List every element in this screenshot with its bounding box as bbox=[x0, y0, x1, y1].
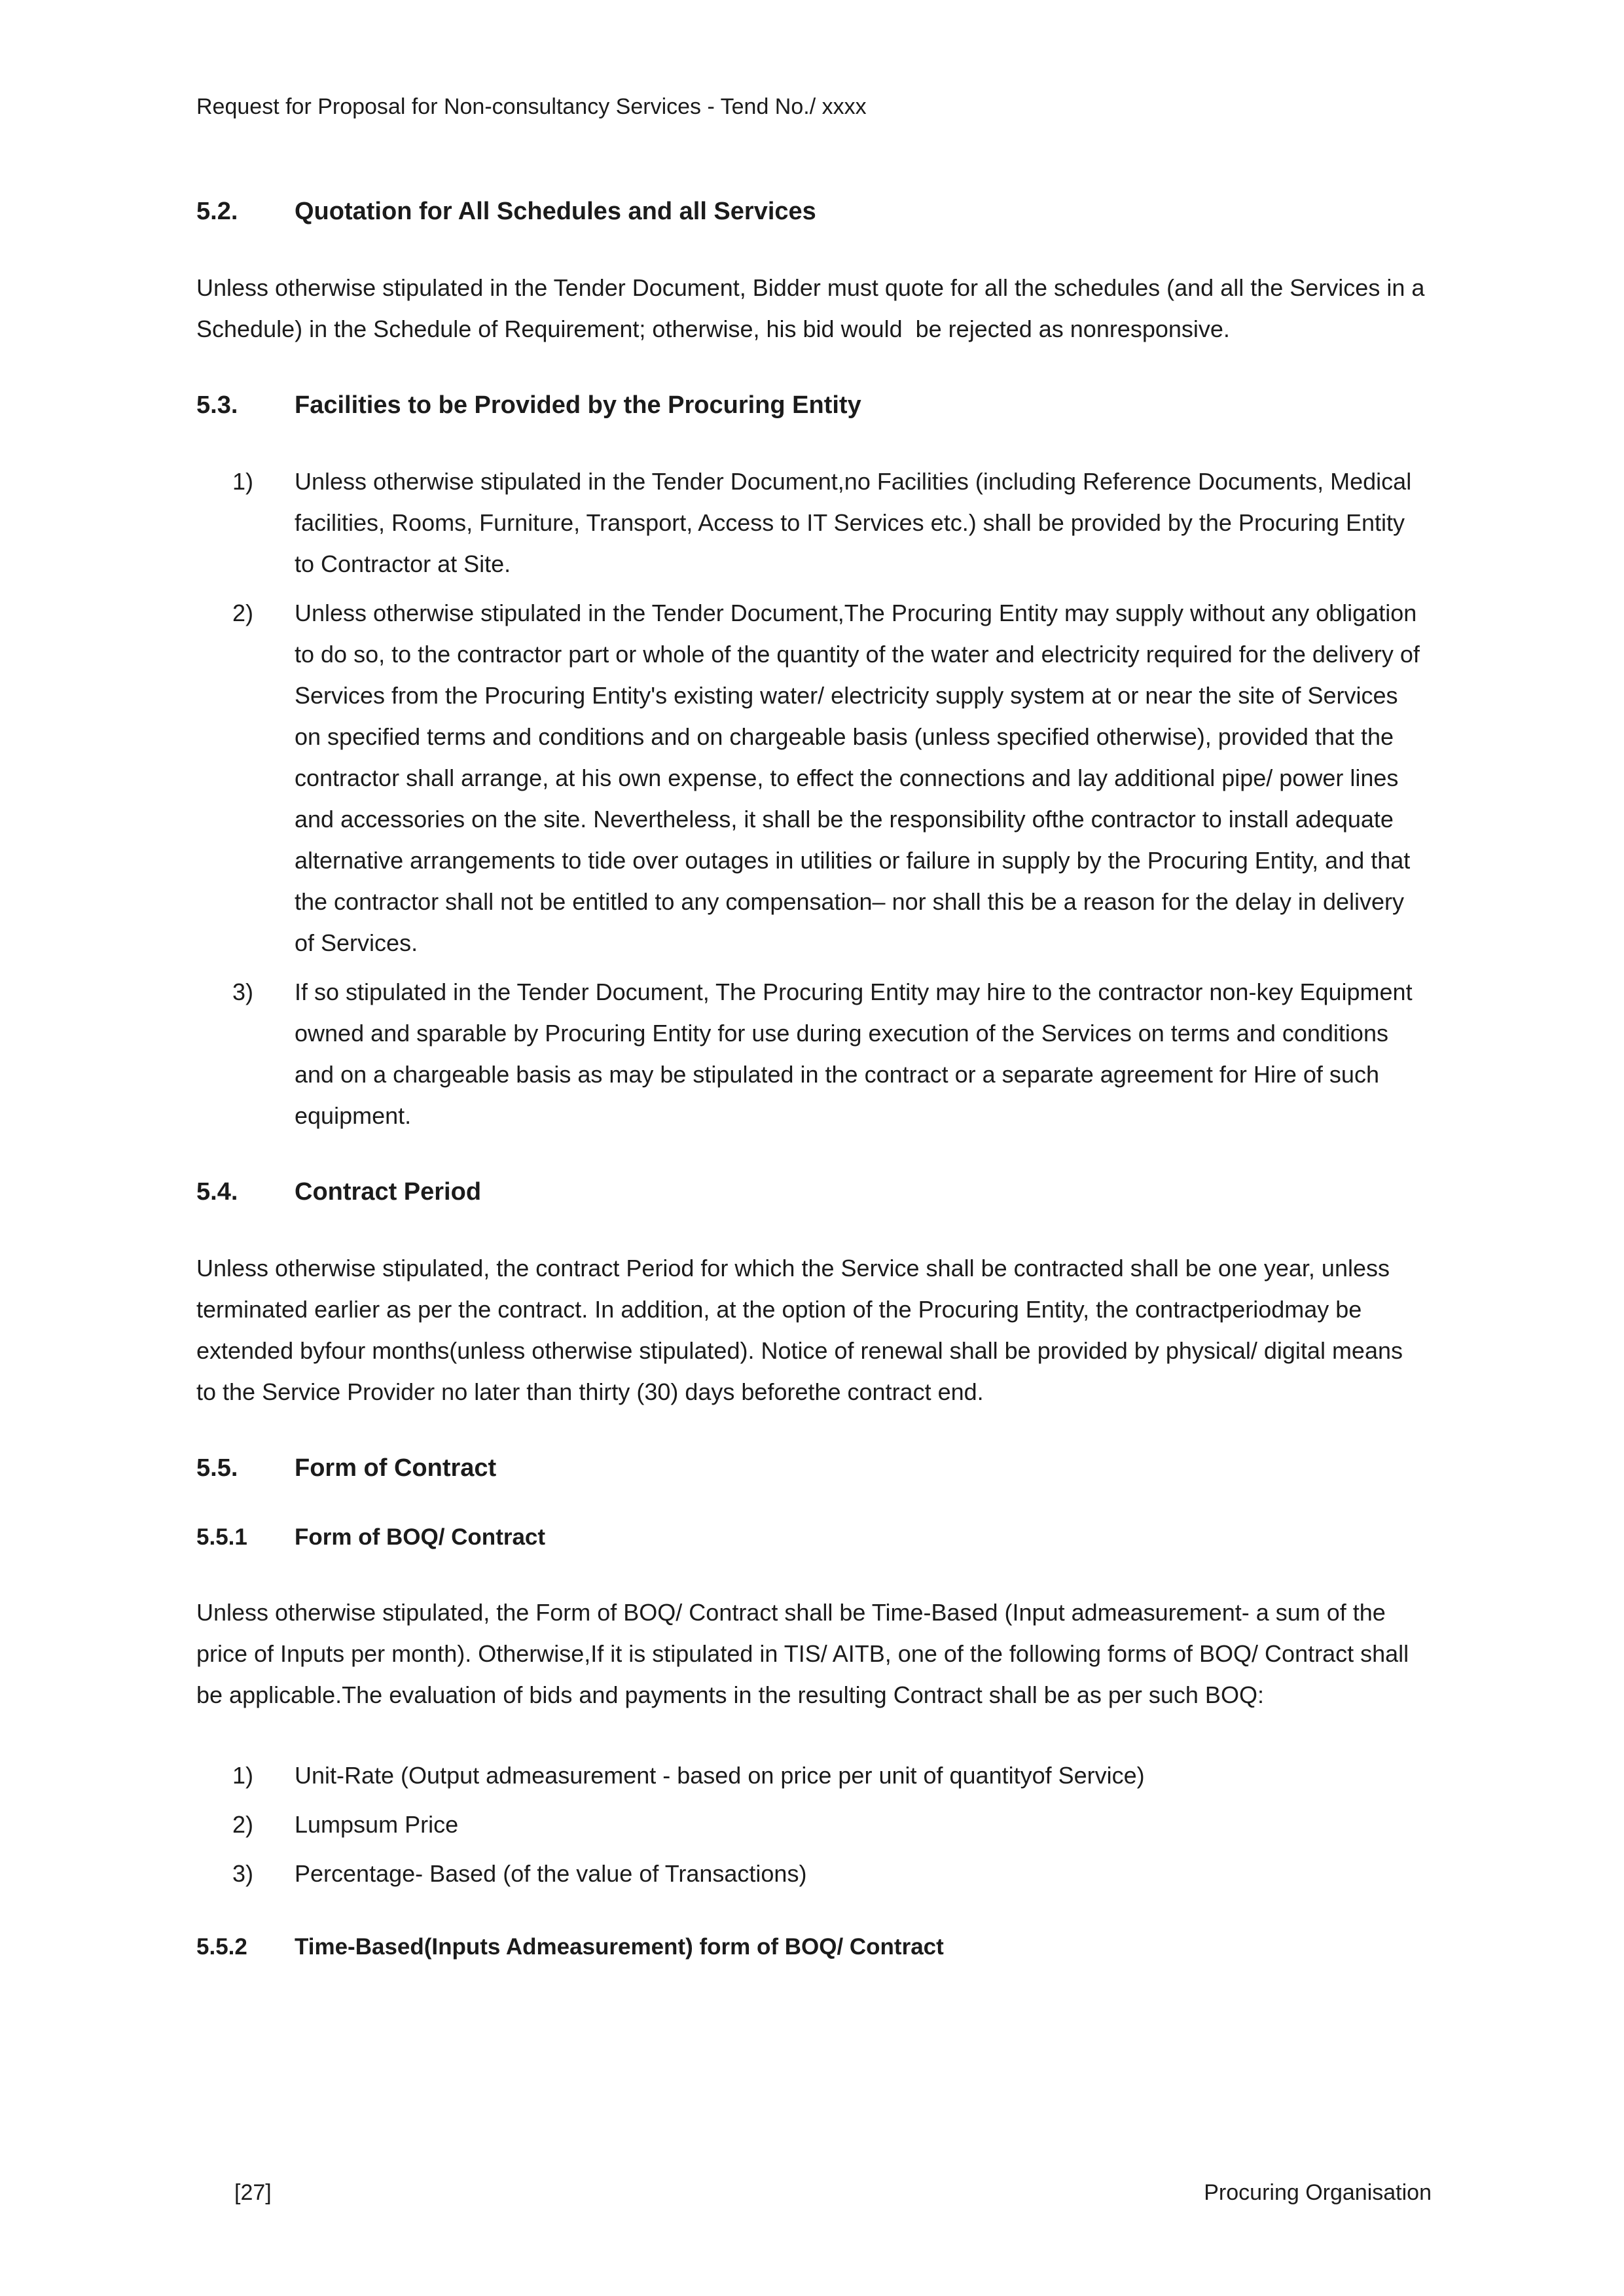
list-item-text: Percentage- Based (of the value of Transactions) bbox=[295, 1860, 807, 1887]
footer-organisation: Procuring Organisation bbox=[1204, 2180, 1432, 2205]
section-number: 5.4. bbox=[196, 1178, 238, 1206]
list-item-text: Lumpsum Price bbox=[295, 1811, 459, 1838]
list-item-number: 1) bbox=[232, 468, 254, 495]
section-5-5-heading bbox=[196, 1452, 1427, 1484]
page-number: [27] bbox=[234, 2180, 272, 2205]
section-title: Quotation for All Schedules and all Services bbox=[295, 198, 816, 225]
list-item bbox=[196, 1755, 1427, 1796]
list-item-number: 3) bbox=[232, 978, 254, 1005]
section-5-5-1-list bbox=[196, 1755, 1427, 1894]
section-5-3-heading bbox=[196, 389, 1427, 422]
section-5-4-paragraph: Unless otherwise stipulated, the contract Period for which the Service shall be contracted shall be one year, unless terminated earlier as per the contract. In addition, at the option of the Procuring Entity, the contractperiodmay be extended byfour months(unless otherwise stipulated). Notice of renewal shall be provided by physical/ digital means to the Service Provider no later than thirty (30) days beforethe contract end. bbox=[196, 1255, 1410, 1405]
list-item-number: 3) bbox=[232, 1860, 254, 1887]
section-title: Form of BOQ/ Contract bbox=[295, 1524, 546, 1550]
document-header: Request for Proposal for Non-consultancy Services - Tend No./ xxxx bbox=[196, 94, 867, 119]
section-5-3-list bbox=[196, 461, 1427, 1136]
section-5-2-heading bbox=[196, 195, 1427, 228]
section-title: Facilities to be Provided by the Procuring Entity bbox=[295, 391, 861, 419]
list-item-text: Unit-Rate (Output admeasurement - based on price per unit of quantityof Service) bbox=[295, 1762, 1145, 1789]
list-item bbox=[196, 592, 1427, 963]
section-title: Time-Based(Inputs Admeasurement) form of BOQ/ Contract bbox=[295, 1934, 944, 1960]
section-title: Contract Period bbox=[295, 1178, 482, 1206]
list-item bbox=[196, 1853, 1427, 1894]
section-number: 5.5.2 bbox=[196, 1934, 247, 1960]
section-5-5-1-paragraph: Unless otherwise stipulated, the Form of BOQ/ Contract shall be Time-Based (Input admeasurement- a sum of the price of Inputs per month). Otherwise,If it is stipulated in TIS/ AITB, one of the following forms of BOQ/ Contract shall be applicable.The evaluation of bids and payments in the resulting Contract shall be as per such BOQ: bbox=[196, 1599, 1416, 1708]
list-item bbox=[196, 1804, 1427, 1845]
section-title: Form of Contract bbox=[295, 1454, 497, 1482]
section-number: 5.2. bbox=[196, 198, 238, 225]
list-item-text: If so stipulated in the Tender Document, The Procuring Entity may hire to the contractor non-key Equipment owned and sparable by Procuring Entity for use during execution of the Services on terms and conditions and on a chargeable basis as may be stipulated in the contract or a separate agreement for Hire of such equipment. bbox=[295, 978, 1419, 1129]
list-item bbox=[196, 461, 1427, 584]
document-footer bbox=[196, 2178, 1432, 2208]
section-5-2-paragraph: Unless otherwise stipulated in the Tender Document, Bidder must quote for all the schedules (and all the Services in a Schedule) in the Schedule of Requirement; otherwise, his bid would be rejected as nonresponsive. bbox=[196, 274, 1432, 342]
section-number: 5.5. bbox=[196, 1454, 238, 1482]
section-number: 5.5.1 bbox=[196, 1524, 247, 1550]
section-5-5-2-heading bbox=[196, 1932, 1427, 1962]
list-item-text: Unless otherwise stipulated in the Tender Document,The Procuring Entity may supply without any obligation to do so, to the contractor part or whole of the quantity of the water and electricity required for the delivery of Services from the Procuring Entity's existing water/ electricity supply system at or near the site of Services on specified terms and conditions and on chargeable basis (unless specified otherwise), provided that the contractor shall arrange, at his own expense, to effect the connections and lay additional pipe/ power lines and accessories on the site. Nevertheless, it shall be the responsibility ofthe contractor to install adequate alternative arrangements to tide over outages in utilities or failure in supply by the Procuring Entity, and that the contractor shall not be entitled to any compensation– nor shall this be a reason for the delay in delivery of Services. bbox=[295, 600, 1426, 956]
section-5-4-heading bbox=[196, 1175, 1427, 1208]
list-item-text: Unless otherwise stipulated in the Tender Document,no Facilities (including Reference Documents, Medical facilities, Rooms, Furniture, Transport, Access to IT Services etc.) shall be provided by the Procuring Entity to Contractor at Site. bbox=[295, 468, 1418, 577]
list-item-number: 2) bbox=[232, 600, 254, 626]
section-number: 5.3. bbox=[196, 391, 238, 419]
list-item-number: 2) bbox=[232, 1811, 254, 1838]
section-5-5-1-heading bbox=[196, 1522, 1427, 1552]
list-item bbox=[196, 971, 1427, 1136]
list-item-number: 1) bbox=[232, 1762, 254, 1789]
